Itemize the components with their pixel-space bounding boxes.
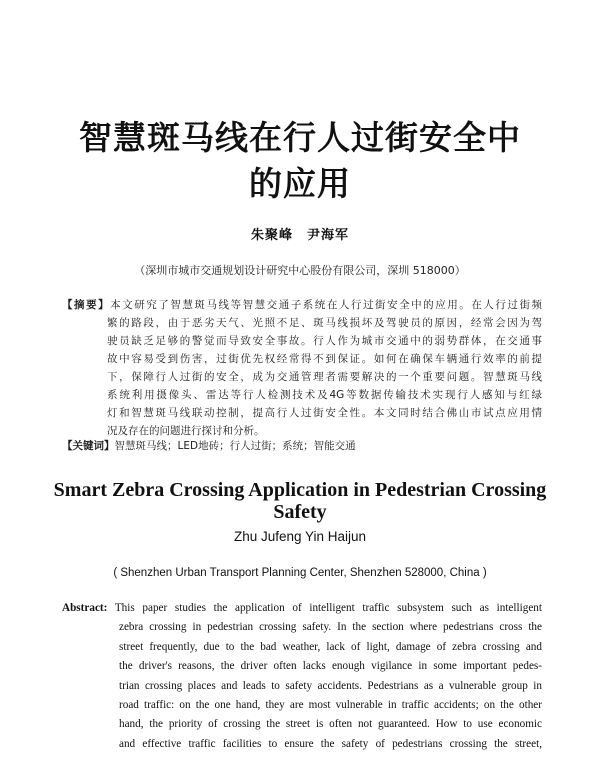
english-abstract-line: trian crossing places and leads to safety accidents. Pedestrians as a vulnerable group in [119,679,542,692]
chinese-abstract-line: 繁的路段，由于恶劣天气、光照不足、斑马线损坏及驾驶员的原因，经常会因为驾 [107,317,542,329]
english-title-line-1: Smart Zebra Crossing Application in Pedestrian Crossing [53,479,547,501]
chinese-authors: 朱聚峰 尹海军 [250,228,349,243]
chinese-abstract [62,296,542,440]
chinese-abstract-line: 驶员缺乏足够的警觉而导致安全事故。行人作为城市交通中的弱势群体，在交通事 [107,335,542,347]
chinese-abstract-line: 下，保障行人过街的安全，成为交通管理者需要解决的一个重要问题。智慧斑马线 [107,371,542,383]
english-abstract-text: This paper studies the application of intelligent traffic subsystem such as intelligent [114,602,542,614]
chinese-abstract-line [62,296,542,314]
chinese-keywords [62,437,542,455]
chinese-title-line-2: 的应用 [249,164,351,203]
english-abstract-label: Abstract: [62,602,108,614]
english-affiliation: ( Shenzhen Urban Transport Planning Center, Shenzhen 528000, China ) [113,567,487,579]
chinese-abstract-line: 故中容易受到伤害，过街优先权经常得不到保证。如何在确保车辆通行效率的前提 [107,353,542,365]
chinese-abstract-line: 灯和智慧斑马线联动控制，提高行人过街安全性。本文同时结合佛山市试点应用情 [107,407,542,419]
english-title-line-2: Safety [273,501,327,523]
chinese-keywords-label: 【关键词】 [62,440,115,452]
english-abstract-line: the driver's reasons, the driver often lacks enough vigilance in some important pedes- [119,660,542,673]
chinese-abstract-line: 况及存在的问题进行探讨和分析。 [107,425,265,437]
english-abstract-line: zebra crossing in pedestrian crossing safety. In the section where pedestrians cross the [119,621,542,634]
chinese-abstract-text: 本文研究了智慧斑马线等智慧交通子系统在人行过街安全中的应用。在人行过街频 [110,299,543,311]
english-abstract-line: hand, the priority of crossing the street is often not guaranteed. How to use economic [119,718,542,731]
chinese-title-line-1: 智慧斑马线在行人过街安全中 [79,118,521,157]
english-abstract [62,599,542,754]
chinese-abstract-label: 【摘要】 [62,299,111,311]
english-abstract-line [62,599,542,618]
english-abstract-line: road traffic: on the one hand, they are most vulnerable in traffic accidents; on the other [119,699,542,712]
english-authors: Zhu Jufeng Yin Haijun [233,529,367,544]
english-abstract-line: street frequently, due to the bad weather, lack of light, damage of zebra crossing and [119,640,542,653]
english-abstract-line: and effective traffic facilities to ensure the safety of pedestrians crossing the street, [119,737,542,750]
chinese-abstract-line: 系统利用摄像头、雷达等行人检测技术及4G等数据传输技术实现行人感知与红绿 [107,389,542,401]
chinese-keywords-text: 智慧斑马线；LED地砖；行人过街；系统；智能交通 [114,440,356,452]
chinese-affiliation: （深圳市城市交通规划设计研究中心股份有限公司，深圳 518000） [134,264,466,277]
